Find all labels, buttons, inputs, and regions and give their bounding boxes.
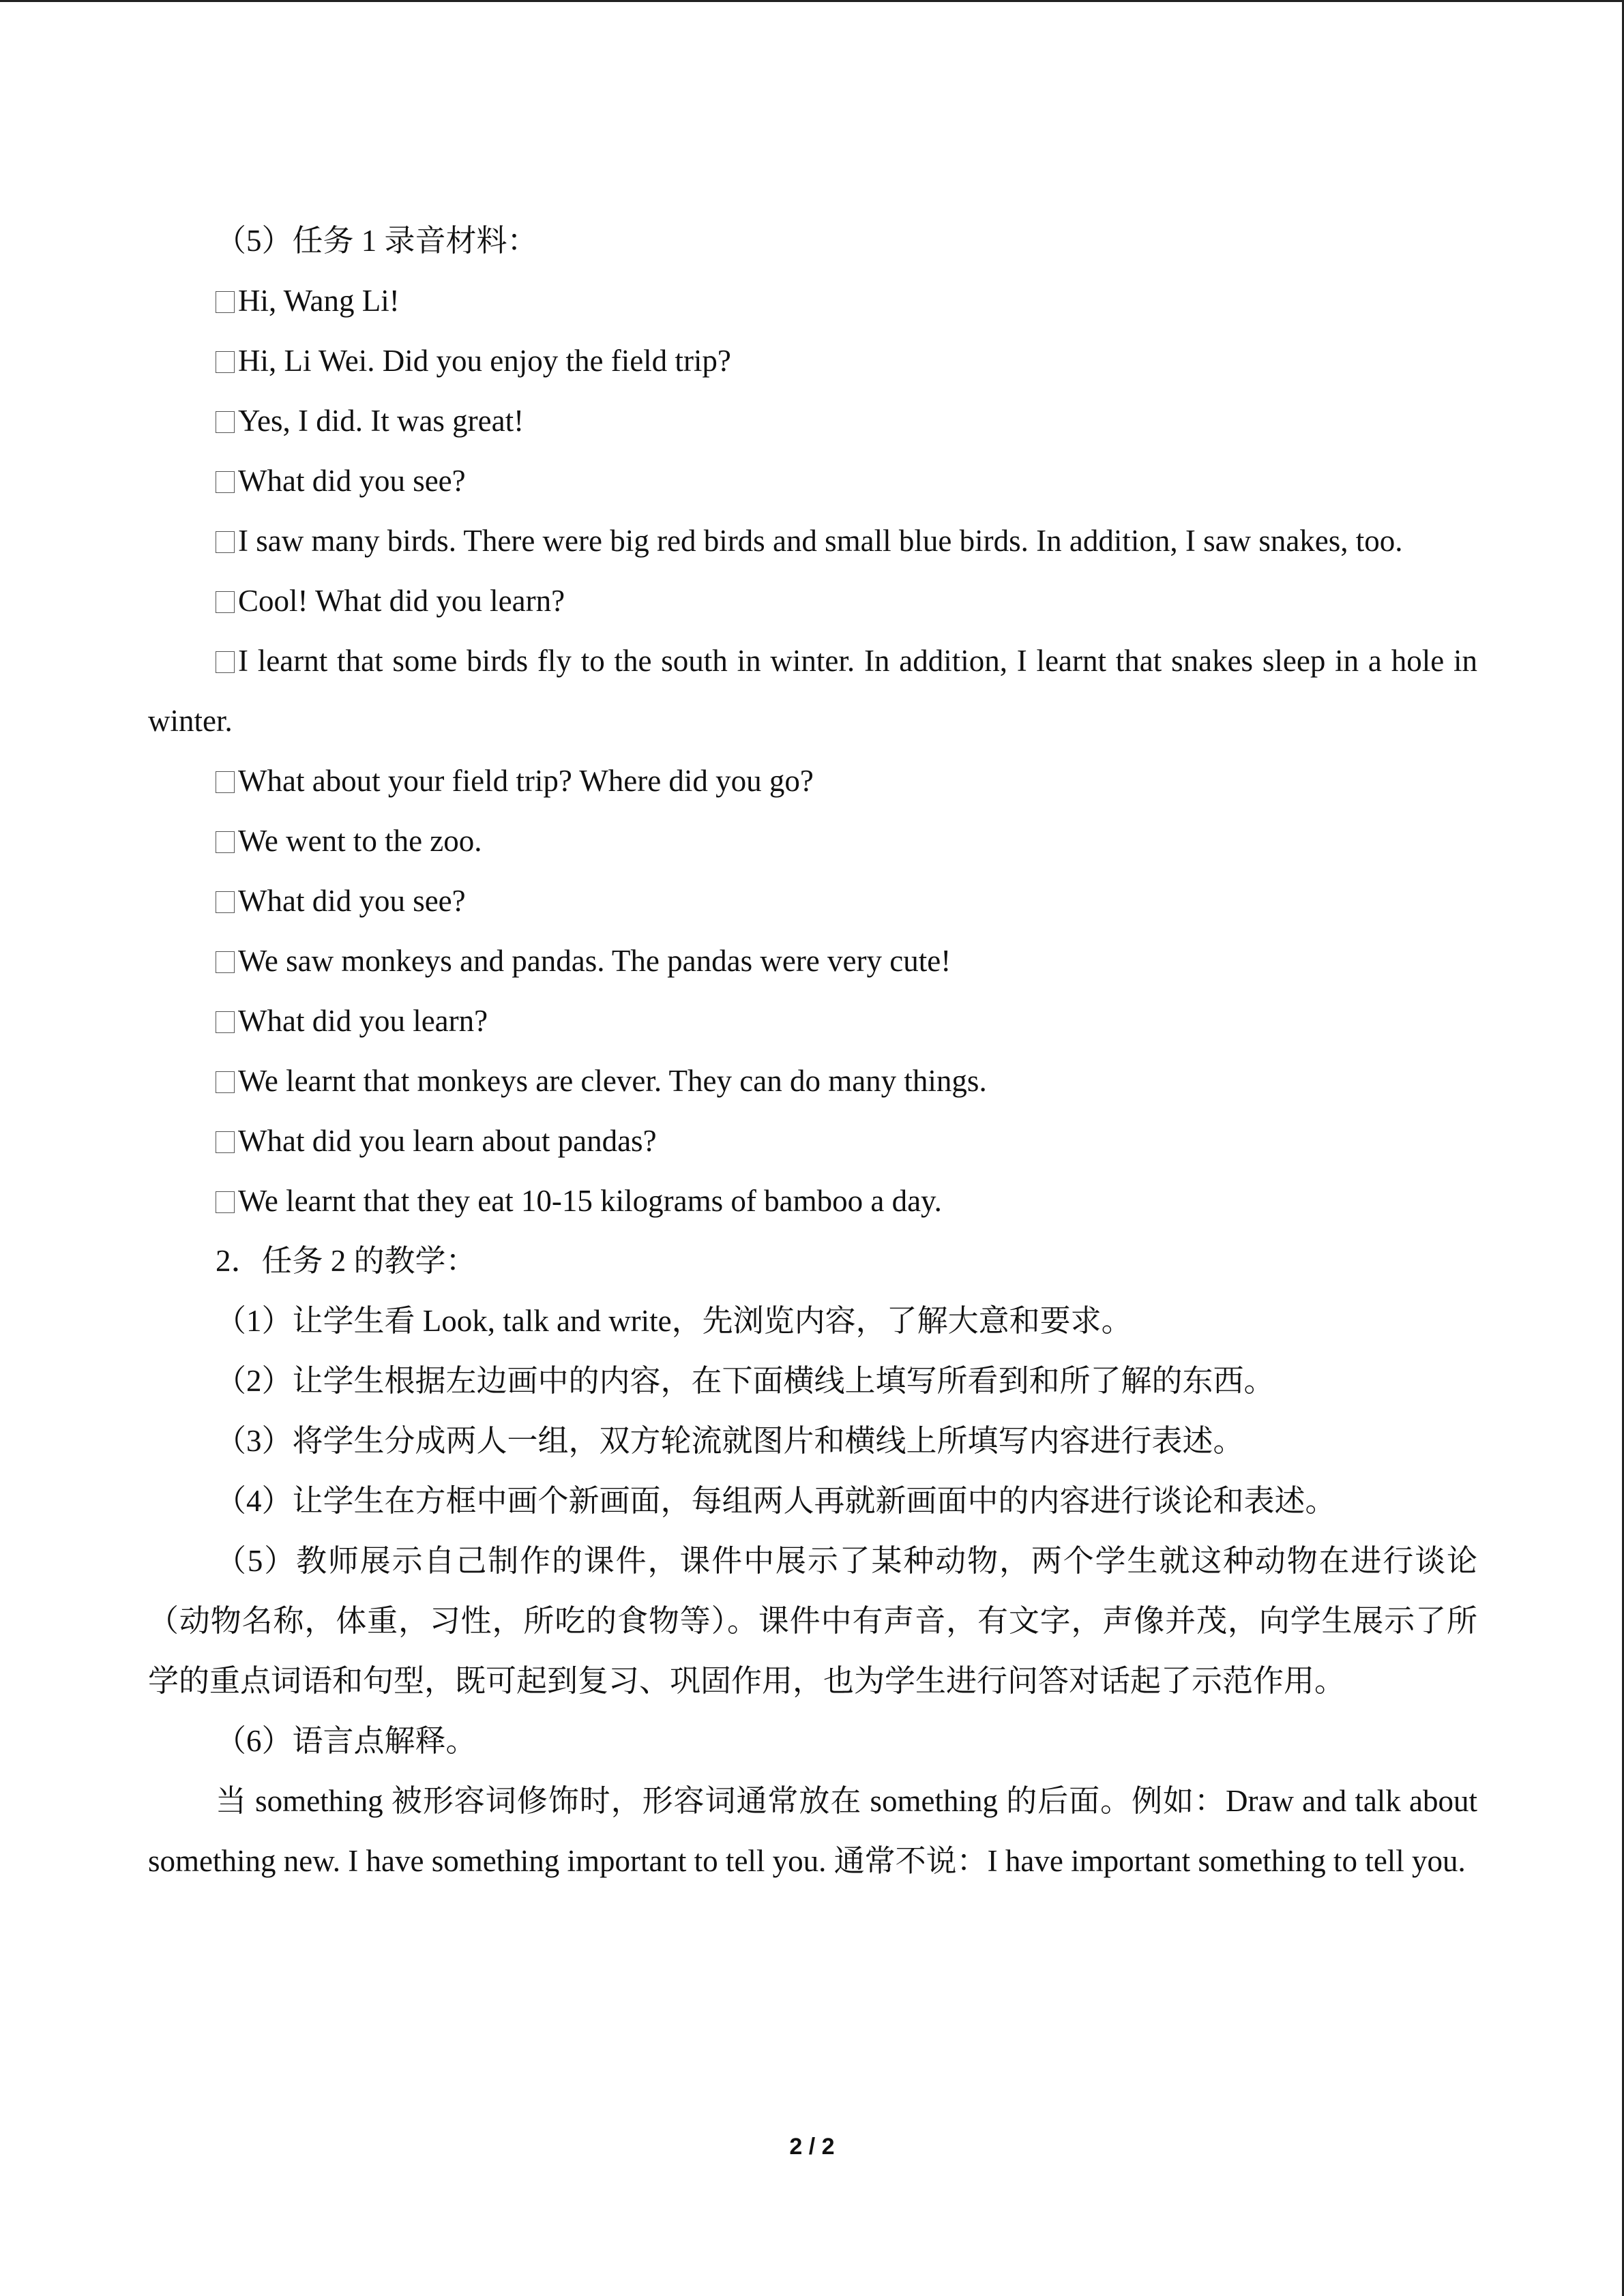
paragraph-text: 当 something 被形容词修饰时，形容词通常放在 something 的后面。例如：Draw and talk about something new. I have something important to tell you. 通常不说：I have important something to tell you. xyxy=(148,1784,1477,1878)
paragraph-text: （6）语言点解释。 xyxy=(216,1724,477,1758)
checkbox-square-icon xyxy=(216,1191,235,1213)
dialogue-line xyxy=(148,271,1477,331)
paragraph xyxy=(148,1471,1477,1531)
checkbox-square-icon xyxy=(216,651,235,673)
checkbox-square-icon xyxy=(216,531,235,553)
dialogue-line xyxy=(148,1171,1477,1231)
document-body xyxy=(148,211,1477,1891)
dialogue-line xyxy=(148,511,1477,571)
checkbox-square-icon xyxy=(216,351,235,373)
dialogue-line xyxy=(148,751,1477,811)
dialogue-line xyxy=(148,1051,1477,1111)
dialogue-text: Cool! What did you learn? xyxy=(238,584,565,618)
dialogue-line xyxy=(148,991,1477,1051)
checkbox-square-icon xyxy=(216,891,235,913)
paragraph xyxy=(148,1291,1477,1351)
dialogue-text: We saw monkeys and pandas. The pandas were very cute! xyxy=(238,944,951,978)
dialogue-text: I learnt that some birds fly to the south in winter. In addition, I learnt that snakes sleep in a hole in winter. xyxy=(148,644,1477,738)
paragraph xyxy=(148,1771,1477,1891)
section-heading-text: 2．任务 2 的教学： xyxy=(216,1244,477,1278)
paragraph-text: （5）教师展示自己制作的课件，课件中展示了某种动物，两个学生就这种动物在进行谈论（动物名称，体重，习性，所吃的食物等）。课件中有声音，有文字，声像并茂，向学生展示了所学的重点词语和句型，既可起到复习、巩固作用，也为学生进行问答对话起了示范作用。 xyxy=(148,1544,1477,1698)
dialogue-text: Hi, Li Wei. Did you enjoy the field trip? xyxy=(238,344,731,378)
paragraph-text: （5）任务 1 录音材料： xyxy=(216,224,538,258)
paragraph xyxy=(148,211,1477,271)
checkbox-square-icon xyxy=(216,591,235,613)
dialogue-line xyxy=(148,451,1477,511)
dialogue-text: Yes, I did. It was great! xyxy=(238,404,525,438)
paragraph-text: （1）让学生看 Look, talk and write，先浏览内容，了解大意和要求。 xyxy=(216,1304,1132,1338)
dialogue-text: What did you learn about pandas? xyxy=(238,1124,657,1158)
dialogue-text: What did you see? xyxy=(238,884,466,918)
paragraph-text: （4）让学生在方框中画个新画面，每组两人再就新画面中的内容进行谈论和表述。 xyxy=(216,1484,1336,1518)
dialogue-text: We learnt that monkeys are clever. They can do many things. xyxy=(238,1064,987,1098)
dialogue-text: What did you learn? xyxy=(238,1004,488,1038)
dialogue-line xyxy=(148,811,1477,871)
top-border-line xyxy=(0,0,1624,2)
checkbox-square-icon xyxy=(216,1131,235,1153)
paragraph xyxy=(148,1411,1477,1471)
dialogue-text: I saw many birds. There were big red birds and small blue birds. In addition, I saw snakes, too. xyxy=(238,524,1403,558)
section-heading xyxy=(148,1231,1477,1291)
checkbox-square-icon xyxy=(216,471,235,493)
dialogue-line xyxy=(148,931,1477,991)
dialogue-text: Hi, Wang Li! xyxy=(238,284,400,318)
dialogue-line xyxy=(148,331,1477,391)
paragraph xyxy=(148,1711,1477,1771)
dialogue-line xyxy=(148,1111,1477,1171)
checkbox-square-icon xyxy=(216,1011,235,1033)
paragraph-text: （3）将学生分成两人一组，双方轮流就图片和横线上所填写内容进行表述。 xyxy=(216,1424,1244,1458)
checkbox-square-icon xyxy=(216,411,235,433)
dialogue-line xyxy=(148,571,1477,631)
dialogue-text: What about your field trip? Where did you go? xyxy=(238,764,814,798)
checkbox-square-icon xyxy=(216,1071,235,1093)
dialogue-text: We learnt that they eat 10-15 kilograms of bamboo a day. xyxy=(238,1184,942,1218)
dialogue-line xyxy=(148,871,1477,931)
checkbox-square-icon xyxy=(216,951,235,973)
paragraph xyxy=(148,1351,1477,1411)
dialogue-line xyxy=(148,631,1477,751)
paragraph xyxy=(148,1531,1477,1711)
dialogue-text: We went to the zoo. xyxy=(238,824,482,858)
checkbox-square-icon xyxy=(216,771,235,793)
page-number: 2 / 2 xyxy=(789,2134,835,2160)
checkbox-square-icon xyxy=(216,831,235,853)
dialogue-line xyxy=(148,391,1477,451)
checkbox-square-icon xyxy=(216,291,235,313)
dialogue-text: What did you see? xyxy=(238,464,466,498)
paragraph-text: （2）让学生根据左边画中的内容，在下面横线上填写所看到和所了解的东西。 xyxy=(216,1364,1275,1398)
